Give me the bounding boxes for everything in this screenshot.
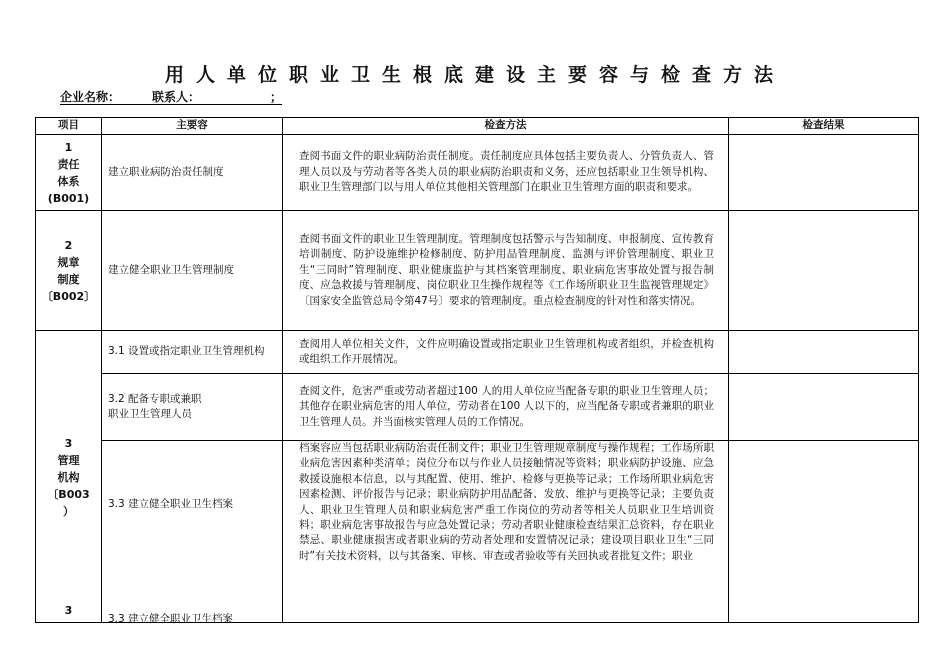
check-result-cell[interactable] xyxy=(729,441,919,623)
header-project: 项目 xyxy=(36,118,102,135)
contact-person-label: 联系人： xyxy=(152,90,201,104)
main-content-cell: 建立健全职业卫生管理制度 xyxy=(102,211,283,331)
project-code: 〔B003 xyxy=(47,488,90,501)
project-cell xyxy=(36,331,102,623)
project-name-line: 机构 xyxy=(57,471,80,484)
check-method-cell: 查阅书面文件的职业病防治责任制度。责任制度应具体包括主要负责人、分管负责人、管理人员以及与劳动者等各类人员的职业病防治职责和义务，还应包括职业卫生领导机构、职业卫生管理部门以与用人单位其他相关管理部门在职业卫生管理方面的职责和要求。 xyxy=(283,135,729,211)
table-row xyxy=(36,441,919,603)
project-number: 3 xyxy=(64,437,73,450)
header-main-content: 主要容 xyxy=(102,118,283,135)
table-row xyxy=(36,331,919,374)
continued-content-label: 3.3 建立健全职业卫生档案 xyxy=(108,613,234,625)
main-content-cell: 建立职业病防治责任制度 xyxy=(102,135,283,211)
table-row xyxy=(36,135,919,211)
main-content-cell: 3.3 建立健全职业卫生档案 xyxy=(102,441,283,623)
header-check-method: 检查方法 xyxy=(283,118,729,135)
project-number: 2 xyxy=(64,238,73,252)
company-name-label: 企业名称： xyxy=(60,90,121,104)
project-cell xyxy=(36,211,102,331)
project-cell xyxy=(36,135,102,211)
project-code: 〔B002〕 xyxy=(41,289,96,303)
project-name-line: 规章 xyxy=(57,255,80,269)
check-method-cell: 查阅用人单位相关文件，文件应明确设置或指定职业卫生管理机构或者组织，并检查机构或组织工作开展情况。 xyxy=(283,331,729,374)
project-code-tail: ） xyxy=(63,505,74,518)
check-result-cell[interactable] xyxy=(729,331,919,374)
project-code: (B001) xyxy=(47,191,90,205)
table-row xyxy=(36,374,919,441)
project-name-line: 体系 xyxy=(57,174,80,188)
main-content-cell: 3.2 配备专职或兼职 职业卫生管理人员 xyxy=(102,374,283,441)
contact-tail-mark: ； xyxy=(270,90,283,104)
table-row xyxy=(36,211,919,331)
company-info-line xyxy=(60,91,282,105)
check-method-cell: 档案容应当包括职业病防治责任制文件；职业卫生管理规章制度与操作规程；工作场所职业病危害因素种类清单；岗位分布以与作业人员接触情况等资料；职业病防护设施、应急救援设施根本信息，以与其配置、使用、维护、检修与更换等记录；工作场所职业病危害因素检测、评价报告与记录；职业病防护用品配备、发放、维护与更换等记录；主要负责人、职业卫生管理人员和职业病危害严重工作岗位的劳动者等相关人员职业卫生培训资料；职业病危害事故报告与应急处置记录；劳动者职业健康检查结果汇总资料，存在职业禁忌、职业健康损害或者职业病的劳动者处理和安置情况记录；建设项目职业卫生“三同时”有关技术资料，以与其备案、审核、审查或者验收等有关回执或者批复文件；职业 xyxy=(283,441,729,623)
project-number: 1 xyxy=(64,140,73,154)
main-content-cell: 3.1 设置或指定职业卫生管理机构 xyxy=(102,331,283,374)
inspection-table xyxy=(35,117,919,623)
project-number: 3 xyxy=(64,604,73,617)
project-name-line: 责任 xyxy=(57,157,80,171)
check-result-cell[interactable] xyxy=(729,211,919,331)
project-name-line: 管理 xyxy=(57,454,80,467)
table-header-row xyxy=(36,118,919,135)
page-title: 用人单位职业卫生根底建设主要容与检查方法 xyxy=(164,64,785,86)
header-check-result: 检查结果 xyxy=(729,118,919,135)
check-result-cell[interactable] xyxy=(729,135,919,211)
check-method-cell: 查阅文件，危害严重或劳动者超过100 人的用人单位应当配备专职的职业卫生管理人员；其他存在职业病危害的用人单位，劳动者在100 人以下的，应当配备专职或者兼职的职业卫生管理人员。并当面核实管理人员的工作情况。 xyxy=(283,374,729,441)
project-name-line: 制度 xyxy=(57,272,80,286)
check-result-cell[interactable] xyxy=(729,374,919,441)
check-method-cell: 查阅书面文件的职业卫生管理制度。管理制度包括警示与告知制度、申报制度、宣传教育培训制度、防护设施维护检修制度、防护用品管理制度、监测与评价管理制度、职业卫生“三同时”管理制度、职业健康监护与其档案管理制度、职业病危害事故处置与报告制度、应急救援与管理制度、岗位职业卫生操作规程等《工作场所职业卫生监视管理规定》〔国家安全监管总局令第47号〕要求的管理制度。重点检查制度的针对性和落实情况。 xyxy=(283,211,729,331)
